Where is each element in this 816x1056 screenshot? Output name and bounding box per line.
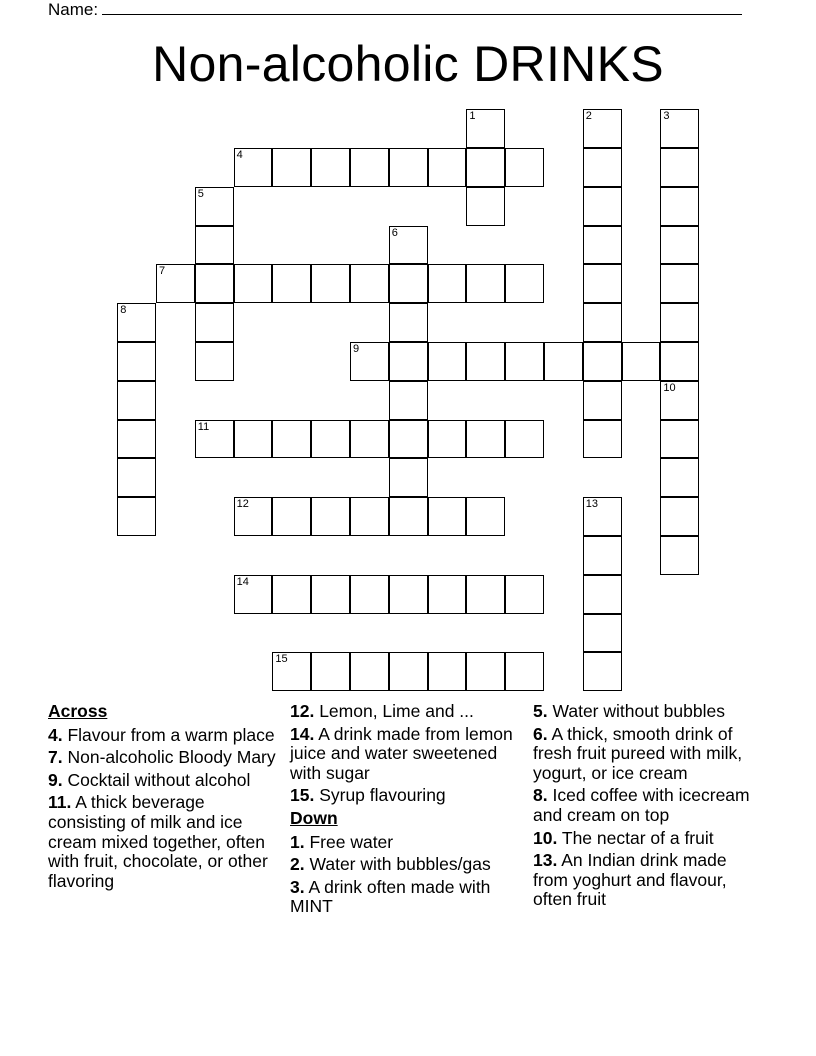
grid-cell[interactable] bbox=[660, 458, 699, 497]
grid-cell[interactable] bbox=[583, 148, 622, 187]
page-title: Non-alcoholic DRINKS bbox=[152, 36, 664, 92]
clue-number: 8. bbox=[533, 785, 548, 806]
grid-cell[interactable] bbox=[195, 342, 234, 381]
clue-number: 7. bbox=[48, 747, 63, 768]
grid-cell[interactable] bbox=[505, 342, 544, 381]
grid-cell[interactable] bbox=[583, 575, 622, 614]
clue-text: A thick, smooth drink of fresh fruit pureed with milk, yogurt, or ice cream bbox=[533, 723, 743, 783]
clue-column-3 bbox=[533, 702, 765, 913]
clue-column-1 bbox=[48, 702, 280, 894]
clue-number: 2. bbox=[290, 854, 305, 875]
grid-cell[interactable] bbox=[389, 420, 428, 459]
grid-cell[interactable] bbox=[660, 381, 699, 420]
clue-text: An Indian drink made from yoghurt and flavour, often fruit bbox=[533, 850, 727, 910]
clue-number: 4. bbox=[48, 724, 63, 745]
cell-number: 3 bbox=[663, 110, 670, 123]
clue-across-11 bbox=[48, 793, 280, 891]
grid-cell[interactable] bbox=[117, 342, 156, 381]
clue-number: 6. bbox=[533, 723, 548, 744]
cell-number: 2 bbox=[585, 110, 592, 123]
grid-cell[interactable] bbox=[389, 652, 428, 691]
clue-text: Water without bubbles bbox=[552, 701, 725, 721]
grid-cell[interactable] bbox=[117, 497, 156, 536]
grid-cell[interactable] bbox=[117, 458, 156, 497]
grid-cell[interactable] bbox=[660, 264, 699, 303]
grid-cell[interactable] bbox=[350, 575, 389, 614]
clue-column-2 bbox=[290, 702, 522, 920]
grid-cell[interactable] bbox=[234, 575, 273, 614]
clue-down-2 bbox=[290, 855, 522, 875]
grid-cell[interactable] bbox=[466, 420, 505, 459]
grid-cell[interactable] bbox=[428, 420, 467, 459]
grid-cell[interactable] bbox=[389, 497, 428, 536]
clue-text: A thick beverage consisting of milk and ice cream mixed together, often with fruit, chocolate, or other flavoring bbox=[48, 792, 268, 891]
grid-cell[interactable] bbox=[389, 264, 428, 303]
grid-cell[interactable] bbox=[660, 536, 699, 575]
grid-cell[interactable] bbox=[660, 148, 699, 187]
grid-cell[interactable] bbox=[428, 264, 467, 303]
grid-cell[interactable] bbox=[117, 420, 156, 459]
grid-cell[interactable] bbox=[583, 303, 622, 342]
grid-cell[interactable] bbox=[272, 420, 311, 459]
grid-cell[interactable] bbox=[466, 342, 505, 381]
clue-number: 5. bbox=[533, 701, 548, 721]
cell-number: 11 bbox=[197, 420, 210, 433]
cell-number: 7 bbox=[159, 265, 166, 278]
grid-cell[interactable] bbox=[583, 226, 622, 265]
clue-text: Iced coffee with icecream and cream on top bbox=[533, 785, 750, 825]
grid-cell[interactable] bbox=[583, 264, 622, 303]
grid-cell[interactable] bbox=[583, 187, 622, 226]
grid-cell[interactable] bbox=[195, 303, 234, 342]
grid-cell[interactable] bbox=[622, 342, 661, 381]
grid-cell[interactable] bbox=[583, 536, 622, 575]
clue-across-7 bbox=[48, 748, 280, 768]
clue-text: Syrup flavouring bbox=[319, 785, 446, 806]
grid-cell[interactable] bbox=[350, 342, 389, 381]
grid-cell[interactable] bbox=[505, 652, 544, 691]
clue-across-15 bbox=[290, 786, 522, 806]
clue-down-13 bbox=[533, 851, 765, 910]
grid-cell[interactable] bbox=[311, 420, 350, 459]
grid-cell[interactable] bbox=[583, 342, 622, 381]
clue-number: 11. bbox=[48, 792, 72, 813]
grid-cell[interactable] bbox=[311, 264, 350, 303]
grid-cell[interactable] bbox=[234, 264, 273, 303]
clue-down-10 bbox=[533, 829, 765, 849]
grid-cell[interactable] bbox=[428, 342, 467, 381]
grid-cell[interactable] bbox=[350, 148, 389, 187]
cell-number: 9 bbox=[353, 343, 360, 355]
cell-number: 14 bbox=[236, 575, 249, 588]
clue-across-12 bbox=[290, 702, 522, 722]
clue-across-4 bbox=[48, 726, 280, 746]
clue-text: A drink made from lemon juice and water sweetened with sugar bbox=[290, 723, 513, 783]
name-line bbox=[48, 0, 742, 20]
clue-down-5 bbox=[533, 702, 765, 722]
grid-cell[interactable] bbox=[272, 264, 311, 303]
grid-cell[interactable] bbox=[195, 187, 234, 226]
grid-cell[interactable] bbox=[350, 652, 389, 691]
clue-number: 1. bbox=[290, 831, 305, 852]
grid-cell[interactable] bbox=[428, 497, 467, 536]
grid-cell[interactable] bbox=[505, 148, 544, 187]
grid-cell[interactable] bbox=[311, 148, 350, 187]
cell-number: 5 bbox=[197, 187, 204, 200]
grid-cell[interactable] bbox=[272, 652, 311, 691]
grid-cell[interactable] bbox=[428, 575, 467, 614]
grid-cell[interactable] bbox=[389, 148, 428, 187]
grid-cell[interactable] bbox=[583, 614, 622, 653]
grid-cell[interactable] bbox=[466, 109, 505, 148]
cell-number: 8 bbox=[120, 304, 127, 317]
cell-number: 1 bbox=[469, 110, 476, 123]
grid-cell[interactable] bbox=[195, 264, 234, 303]
grid-cell[interactable] bbox=[350, 420, 389, 459]
clue-text: Lemon, Lime and ... bbox=[319, 701, 474, 721]
grid-cell[interactable] bbox=[660, 303, 699, 342]
grid-cell[interactable] bbox=[350, 264, 389, 303]
grid-cell[interactable] bbox=[389, 226, 428, 265]
grid-cell[interactable] bbox=[466, 575, 505, 614]
grid-cell[interactable] bbox=[156, 264, 195, 303]
grid-cell[interactable] bbox=[660, 342, 699, 381]
name-field[interactable] bbox=[102, 0, 742, 15]
clue-number: 14. bbox=[290, 723, 315, 744]
clue-across-14 bbox=[290, 725, 522, 784]
grid-cell[interactable] bbox=[505, 264, 544, 303]
grid-cell[interactable] bbox=[544, 342, 583, 381]
cell-number: 4 bbox=[236, 149, 243, 161]
cell-number: 6 bbox=[391, 226, 398, 239]
clue-across-9 bbox=[48, 771, 280, 791]
clue-text: A drink often made with MINT bbox=[290, 876, 491, 917]
grid-cell[interactable] bbox=[311, 575, 350, 614]
grid-cell[interactable] bbox=[660, 187, 699, 226]
grid-cell[interactable] bbox=[117, 381, 156, 420]
cell-number: 10 bbox=[663, 381, 676, 394]
grid-cell[interactable] bbox=[466, 264, 505, 303]
grid-cell[interactable] bbox=[428, 652, 467, 691]
clue-text: Free water bbox=[309, 831, 394, 852]
name-label: Name: bbox=[48, 0, 99, 19]
grid-cell[interactable] bbox=[389, 303, 428, 342]
clue-number: 10. bbox=[533, 827, 558, 848]
grid-cell[interactable] bbox=[660, 497, 699, 536]
grid-cell[interactable] bbox=[660, 226, 699, 265]
cell-number: 13 bbox=[585, 498, 599, 511]
grid-cell[interactable] bbox=[466, 497, 505, 536]
grid-cell[interactable] bbox=[505, 420, 544, 459]
grid-cell[interactable] bbox=[660, 420, 699, 459]
clue-number: 3. bbox=[290, 876, 305, 897]
clue-number: 15. bbox=[290, 785, 315, 806]
clue-down-3 bbox=[290, 878, 522, 917]
down-heading: Down bbox=[290, 807, 338, 828]
clue-number: 12. bbox=[290, 701, 315, 721]
grid-cell[interactable] bbox=[195, 420, 234, 459]
grid-cell[interactable] bbox=[583, 109, 622, 148]
grid-cell[interactable] bbox=[466, 187, 505, 226]
clue-down-6 bbox=[533, 725, 765, 784]
grid-cell[interactable] bbox=[234, 497, 273, 536]
clue-number: 9. bbox=[48, 769, 63, 790]
grid-cell[interactable] bbox=[272, 148, 311, 187]
grid-cell[interactable] bbox=[466, 148, 505, 187]
clue-text: Water with bubbles/gas bbox=[309, 854, 491, 875]
grid-cell[interactable] bbox=[350, 497, 389, 536]
clue-text: Flavour from a warm place bbox=[67, 724, 275, 745]
grid-cell[interactable] bbox=[583, 497, 622, 536]
clue-number: 13. bbox=[533, 850, 558, 871]
grid-cell[interactable] bbox=[195, 226, 234, 265]
clue-text: The nectar of a fruit bbox=[561, 827, 714, 848]
grid-cell[interactable] bbox=[389, 575, 428, 614]
grid-cell[interactable] bbox=[466, 652, 505, 691]
clue-text: Non-alcoholic Bloody Mary bbox=[67, 747, 276, 768]
cell-number: 15 bbox=[275, 653, 288, 666]
across-heading: Across bbox=[48, 701, 108, 721]
grid-cell[interactable] bbox=[272, 575, 311, 614]
grid-cell[interactable] bbox=[117, 303, 156, 342]
cell-number: 12 bbox=[236, 498, 249, 511]
grid-cell[interactable] bbox=[311, 497, 350, 536]
grid-cell[interactable] bbox=[389, 458, 428, 497]
grid-cell[interactable] bbox=[311, 652, 350, 691]
grid-cell[interactable] bbox=[583, 652, 622, 691]
grid-cell[interactable] bbox=[389, 381, 428, 420]
grid-cell[interactable] bbox=[505, 575, 544, 614]
clue-down-8 bbox=[533, 786, 765, 825]
grid-cell[interactable] bbox=[428, 148, 467, 187]
grid-cell[interactable] bbox=[583, 381, 622, 420]
grid-cell[interactable] bbox=[272, 497, 311, 536]
grid-cell[interactable] bbox=[234, 148, 273, 187]
clue-down-1 bbox=[290, 833, 522, 853]
grid-cell[interactable] bbox=[234, 420, 273, 459]
grid-cell[interactable] bbox=[660, 109, 699, 148]
clue-text: Cocktail without alcohol bbox=[67, 769, 251, 790]
grid-cell[interactable] bbox=[583, 420, 622, 459]
grid-cell[interactable] bbox=[389, 342, 428, 381]
